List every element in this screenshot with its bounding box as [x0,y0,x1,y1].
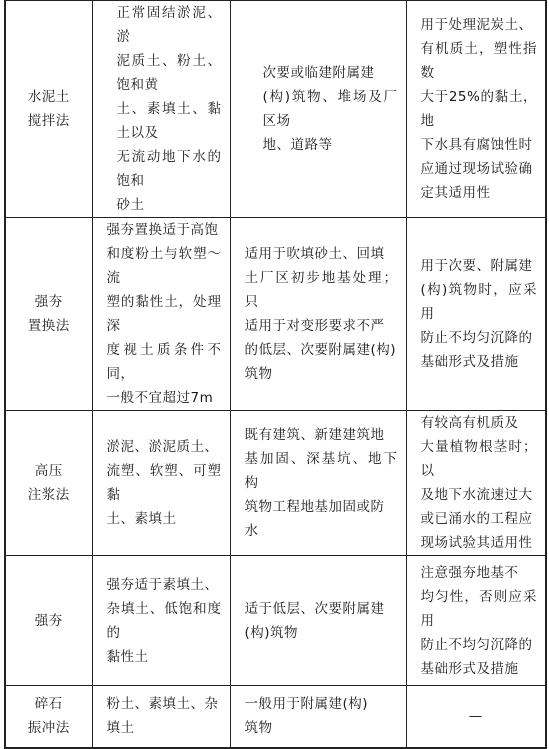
method-cell [5,686,92,748]
application-cell [230,218,406,411]
remarks-text: 有较高有机质及 大量植物根茎时；以 及地下水流速过大 或已涌水的工程应 现场试验其适用性 [420,415,537,551]
application-text: 一般用于附属建(构) 筑物 [244,696,369,737]
soil-text: 强夯适于素填土、 杂填土、低饱和度的 黏性土 [106,576,222,665]
soil-cell [92,1,230,218]
application-cell [230,686,406,748]
remarks-text: 用于次要、附属建 (构)筑物时，应采用 防止不均匀沉降的 基础形式及措施 [420,258,537,370]
remarks-text: 注意强夯地基不 均匀性，否则应采用 防止不均匀沉降的 基础形式及措施 [420,564,537,677]
application-text: 既有建筑、新建建筑地 基加固、深基坑、地下构 筑物工程地基加固或防 水 [244,427,398,539]
soil-cell [92,411,230,556]
application-cell [230,411,406,556]
soil-cell [92,556,230,686]
table-row [5,411,546,556]
method-cell [5,411,92,556]
soil-cell [92,686,230,748]
remarks-cell [406,556,546,686]
remarks-cell [406,218,546,411]
application-text: 适用于吹填砂土、回填 土厂区初步地基处理；只 适用于对变形要求不严 的低层、次要附属建(构) 筑物 [244,246,398,382]
ground-treatment-table [4,0,547,749]
table-row [5,686,546,748]
soil-text: 粉土、素填土、杂 填土 [106,696,219,737]
application-cell [230,1,406,218]
table-row [5,1,546,218]
remarks-text: — [468,708,483,725]
soil-text: 强夯置换适于高饱 和度粉土与软塑～流 塑的黏性土，处理深 度视土质条件不同， 一般不宜超过7m [106,222,222,406]
remarks-cell [406,411,546,556]
table-row [5,218,546,411]
remarks-cell [406,1,546,218]
method-cell [5,1,92,218]
method-label: 碎石 振冲法 [27,696,70,737]
method-label: 强夯 置换法 [27,294,70,334]
remarks-cell [406,686,546,748]
application-text: 适于低层、次要附属建 (构)筑物 [244,600,385,641]
method-cell [5,556,92,686]
table-row [5,556,546,686]
soil-text: 正常固结淤泥、淤 泥质土、粉土、饱和黄 土、素填土、黏土以及 无流动地下水的饱和 砂土 [116,5,222,213]
method-label: 强夯 [34,612,63,629]
remarks-text: 用于处理泥炭土、 有机质土，塑性指数 大于25%的黏土，地 下水具有腐蚀性时 应通过现场试验确 定其适用性 [420,17,537,201]
method-label: 水泥土 搅拌法 [27,89,70,129]
method-label: 高压 注浆法 [27,463,70,503]
method-cell [5,218,92,411]
application-cell [230,556,406,686]
soil-text: 淤泥、淤泥质土、 流塑、软塑、可塑黏 土、素填土 [106,439,222,527]
application-text: 次要或临建附属建 (构)筑物、堆场及厂区场 地、道路等 [262,65,398,153]
soil-cell [92,218,230,411]
